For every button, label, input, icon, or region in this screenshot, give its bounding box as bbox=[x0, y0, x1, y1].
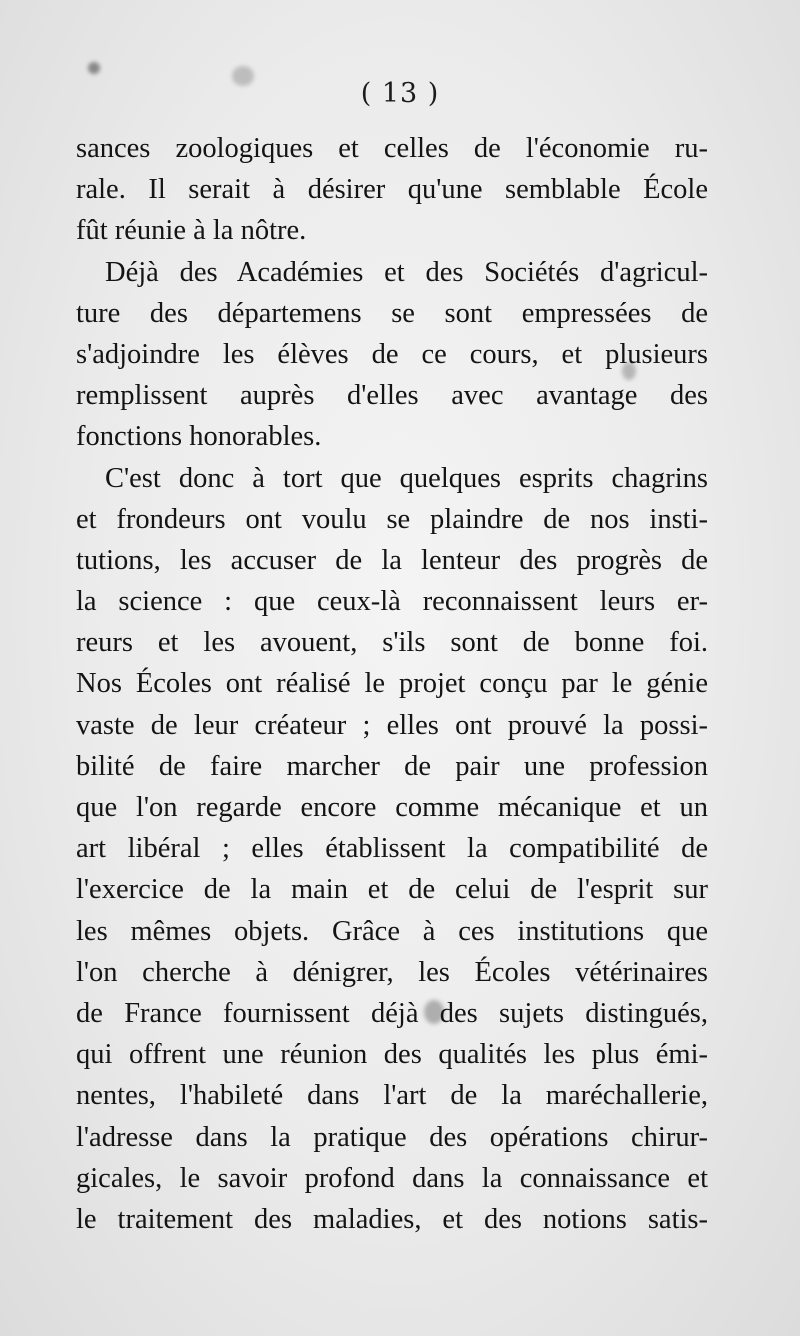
text-line: reurs et les avouent, s'ils sont de bonne foi. bbox=[76, 627, 708, 659]
text-line: de France fournissent déjà des sujets distingués, bbox=[76, 997, 708, 1029]
text-line: l'adresse dans la pratique des opérations chirur- bbox=[76, 1121, 708, 1153]
text-line: vaste de leur créateur ; elles ont prouvé la possi- bbox=[76, 709, 708, 741]
text-line: l'on cherche à dénigrer, les Écoles vétérinaires bbox=[76, 956, 708, 988]
text-line: nentes, l'habileté dans l'art de la maréchallerie, bbox=[76, 1080, 708, 1112]
text-line: les mêmes objets. Grâce à ces institutions que bbox=[76, 915, 708, 947]
text-line: rale. Il serait à désirer qu'une semblable École bbox=[76, 174, 708, 206]
text-line: s'adjoindre les élèves de ce cours, et plusieurs bbox=[76, 338, 708, 370]
dust-speck bbox=[88, 62, 100, 74]
text-line: remplissent auprès d'elles avec avantage des bbox=[76, 380, 708, 412]
text-line: sances zoologiques et celles de l'économie ru- bbox=[76, 133, 708, 164]
text-line: qui offrent une réunion des qualités les plus émi- bbox=[76, 1039, 708, 1071]
text-line: l'exercice de la main et de celui de l'esprit sur bbox=[76, 874, 708, 906]
text-line: et frondeurs ont voulu se plaindre de nos insti- bbox=[76, 503, 708, 535]
text-line: la science : que ceux-là reconnaissent leurs er- bbox=[76, 586, 708, 618]
text-line: gicales, le savoir profond dans la connaissance et bbox=[76, 1162, 708, 1194]
text-line: Nos Écoles ont réalisé le projet conçu par le génie bbox=[76, 668, 708, 700]
text-line: bilité de faire marcher de pair une profession bbox=[76, 750, 708, 782]
text-line: le traitement des maladies, et des notions satis- bbox=[76, 1203, 708, 1235]
page-number: ( 13 ) bbox=[360, 78, 440, 109]
text-line: tutions, les accuser de la lenteur des progrès de bbox=[76, 544, 708, 576]
text-line: ture des départemens se sont empressées de bbox=[76, 297, 708, 329]
text-line: C'est donc à tort que quelques esprits chagrins bbox=[105, 462, 708, 494]
text-line: fût réunie à la nôtre. bbox=[76, 215, 307, 247]
text-line: Déjà des Académies et des Sociétés d'agricul- bbox=[105, 256, 708, 288]
text-line: art libéral ; elles établissent la compatibilité de bbox=[76, 833, 708, 865]
text-line: fonctions honorables. bbox=[76, 421, 322, 453]
text-line: que l'on regarde encore comme mécanique et un bbox=[76, 792, 708, 823]
body-text bbox=[76, 128, 708, 1240]
